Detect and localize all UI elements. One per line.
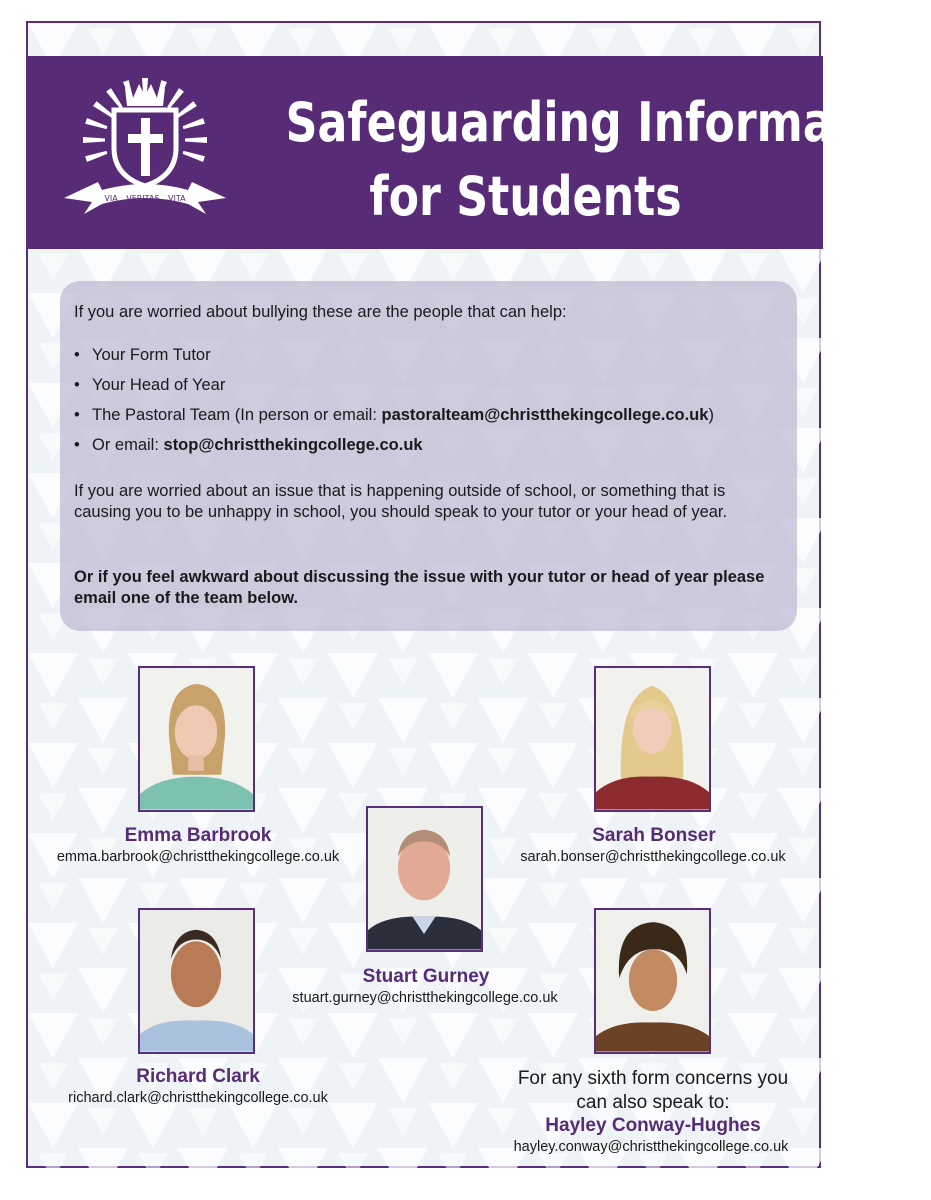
sixth-form-line-2: can also speak to: — [576, 1092, 730, 1113]
name-hayley-conway-hughes: Hayley Conway-Hughes — [545, 1115, 761, 1136]
list-item: • Your Head of Year — [74, 376, 226, 394]
photo-hayley-conway-hughes — [594, 908, 711, 1054]
help-list — [74, 345, 714, 465]
list-item: • The Pastoral Team (In person or email: pastoralteam@christthekingcollege.co.uk) — [74, 406, 714, 424]
header-banner — [28, 56, 931, 249]
svg-text:VIA VERITAS VI — [104, 194, 186, 203]
info-box — [60, 281, 797, 631]
list-item: • Or email: stop@christthekingcollege.co.uk — [74, 436, 423, 454]
photo-stuart-gurney — [366, 806, 483, 952]
photo-emma-barbrook — [138, 666, 255, 812]
photo-richard-clark — [138, 908, 255, 1054]
name-stuart-gurney: Stuart Gurney — [362, 966, 490, 987]
name-emma-barbrook: Emma Barbrook — [124, 825, 272, 846]
name-sarah-bonser: Sarah Bonser — [592, 825, 716, 846]
pastoral-email-link[interactable]: pastoralteam@christthekingcollege.co.uk — [381, 406, 709, 424]
email-hayley-conway-hughes[interactable]: hayley.conway@christthekingcollege.co.uk — [513, 1139, 789, 1155]
name-richard-clark: Richard Clark — [136, 1066, 260, 1087]
crest-motto-1: VIA — [104, 194, 118, 203]
school-crest-logo — [58, 78, 232, 228]
info-intro: If you are worried about bullying these are the people that can help: — [74, 303, 567, 321]
email-emma-barbrook[interactable]: emma.barbrook@christthekingcollege.co.uk — [56, 849, 340, 865]
list-item: • Your Form Tutor — [74, 346, 211, 364]
poster-frame — [26, 21, 931, 1168]
portrait-image — [596, 668, 709, 810]
crest-motto-3: VITA — [168, 194, 186, 203]
portrait-image — [596, 910, 709, 1052]
sixth-form-line-1: For any sixth form concerns you — [517, 1068, 789, 1089]
stop-email-link[interactable]: stop@christthekingcollege.co.uk — [163, 436, 423, 454]
title-line-1: Safeguarding Information — [285, 91, 931, 154]
title-line-2: for Students — [369, 165, 682, 228]
email-richard-clark[interactable]: richard.clark@christthekingcollege.co.uk — [68, 1090, 328, 1106]
info-paragraph-bold: Or if you feel awkward about discussing the issue with your tutor or head of year please email one of the team below. — [74, 568, 765, 607]
page-title — [285, 86, 931, 234]
portrait-image — [368, 808, 481, 950]
sixth-form-note — [498, 1067, 808, 1115]
email-sarah-bonser[interactable]: sarah.bonser@christthekingcollege.co.uk — [520, 849, 786, 865]
email-stuart-gurney[interactable]: stuart.gurney@christthekingcollege.co.uk — [292, 990, 558, 1006]
portrait-image — [140, 910, 253, 1052]
crest-motto-2: VERITAS — [126, 194, 160, 203]
photo-sarah-bonser — [594, 666, 711, 812]
info-paragraph: If you are worried about an issue that is happening outside of school, or something that is causing you to be unhappy in school, you should speak to your tutor or your head of year. — [74, 482, 728, 521]
portrait-image — [140, 668, 253, 810]
